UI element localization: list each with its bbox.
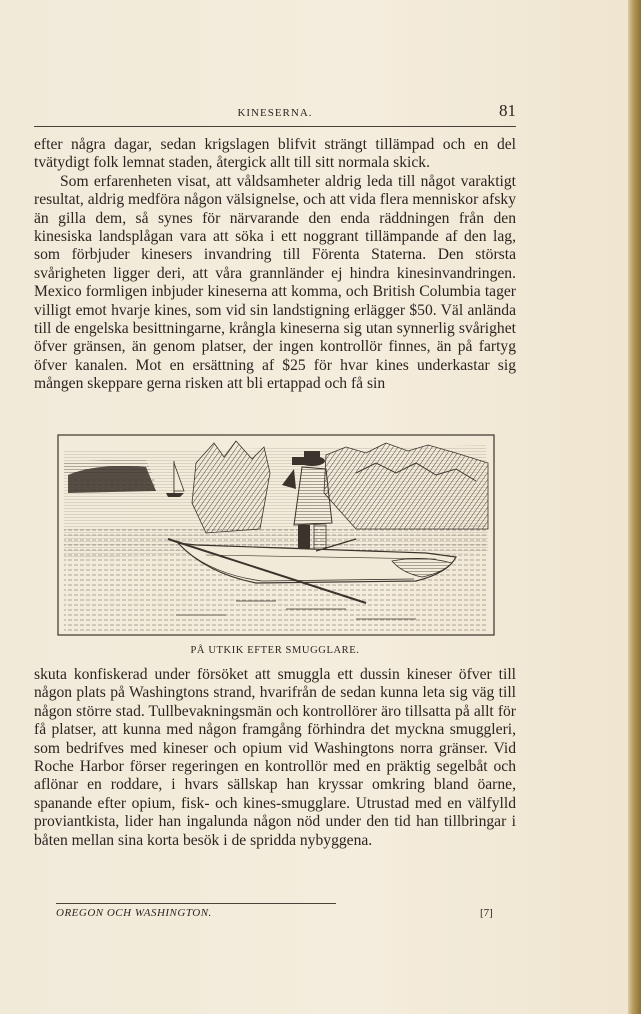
footer-rule [56, 903, 336, 904]
signature-number: [7] [480, 907, 493, 919]
binoculars-icon [292, 457, 306, 465]
body-text-top [34, 136, 516, 394]
paragraph: Som erfarenheten visat, att våldsamheter aldrig leda till något varaktigt resultat, aldrig medföra någon välsignelse, och att vida flera menniskor afsky än gilla dem, så synes för närvarande den enda räddningen från den kinesiska landsplågan vara att söka i ett noggrant tillämpande af den lag, som förbjuder kinesers invandring till Förenta Staterna. Den största svårigheten ligger deri, att våra grannländer ej hindra kinesinvandringen. Mexico formligen inbjuder kineserna att komma, och British Columbia tager villigt emot hvarje kines, som vid sin landstigning erlägger $50. Väl anlända till de engelska besittningarne, krångla kineserna sig utan synnerlig svårighet öfver gränsen, än genom platser, der ingen kontrollör finnes, än på fartyg öfver kanalen. Mot en ersättning af $25 för hvar kines underkastar sig mången skeppare gerna risken att bli ertappad och få sin [34, 172, 516, 393]
signature-mark: OREGON OCH WASHINGTON. [56, 907, 212, 919]
running-title: KINESERNA. [237, 107, 313, 119]
illustration-caption: PÅ UTKIK EFTER SMUGGLARE. [190, 645, 360, 656]
body-text-bottom [34, 666, 516, 850]
header-rule [34, 126, 516, 127]
page-edge [628, 0, 641, 1014]
page-number: 81 [499, 101, 516, 120]
paragraph: skuta konfiskerad under försöket att smuggla ett dussin kineser öfver till någon plats på Washingtons strand, hvarifrån de sedan kunna leta sig väg till någon större stad. Tullbevakningsmän och kontrollörer äro tillsatta på allt för få platser, att kunna med någon framgång förhindra det myckna smuggleri, som bedrifves med kineser och opium vid Washingtons norra gränser. Vid Roche Harbor förser regeringen en kontrollör med en präktig segelbåt och aflönar en roddare, i hvars sällskap han kryssar omkring bland öarne, spanande efter opium, fisk- och kines-smugglare. Utrustad med en välfylld proviantkista, lider han ingalunda någon nöd under den tid han tillbringar i båten mellan sina korta besök i de spridda nybyggena. [34, 666, 516, 849]
smuggler-lookout-illustration [56, 433, 496, 638]
paragraph: efter några dagar, sedan krigslagen blifvit strängt tillämpad och en del tvätydigt folk lemnat staden, återgick allt till sitt normala skick. [34, 136, 516, 172]
page-header [34, 101, 516, 125]
